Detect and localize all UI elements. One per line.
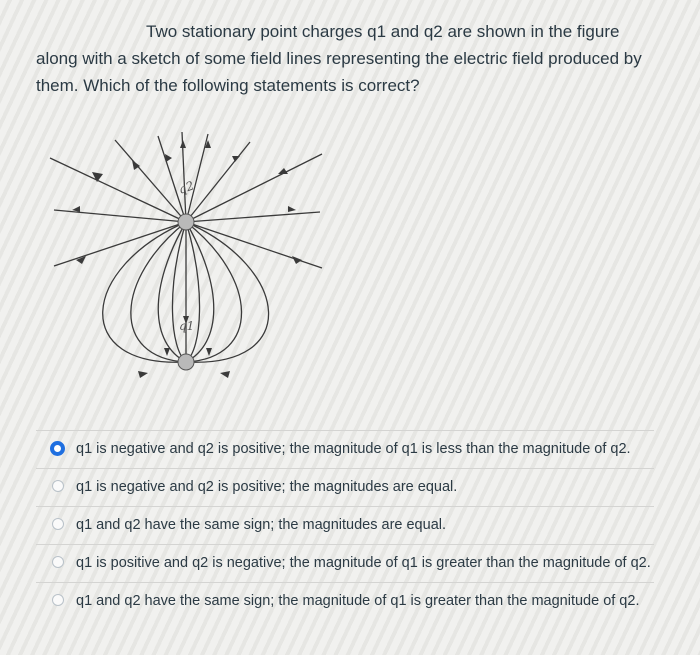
field-lines-diagram (40, 118, 340, 393)
answer-option[interactable] (36, 468, 654, 506)
field-line (186, 222, 242, 362)
field-line (186, 212, 320, 222)
field-line (115, 140, 186, 222)
answer-option[interactable] (36, 506, 654, 544)
answer-label: q1 is positive and q2 is negative; the magnitude of q1 is greater than the magnitude of q2. (76, 555, 651, 571)
field-line (158, 136, 186, 222)
answer-option[interactable] (36, 544, 654, 582)
answer-label: q1 is negative and q2 is positive; the magnitudes are equal. (76, 479, 458, 495)
q2-label: q2 (176, 178, 196, 197)
field-line (54, 210, 186, 222)
field-line (54, 222, 186, 266)
answer-label: q1 and q2 have the same sign; the magnitude of q1 is greater than the magnitude of q2. (76, 593, 640, 609)
q1-label: q1 (179, 319, 195, 333)
answer-option[interactable] (36, 582, 654, 620)
field-line (50, 158, 186, 222)
question-text: Two stationary point charges q1 and q2 are shown in the figure along with a sketch of some field lines representing the electric field produced by them. Which of the following statements is correct? (36, 22, 642, 95)
radio-button[interactable] (52, 556, 64, 568)
field-lines-figure (40, 118, 340, 393)
charge-q1 (178, 354, 194, 370)
answer-list (36, 430, 654, 620)
radio-button[interactable] (52, 480, 64, 492)
field-line (186, 222, 269, 362)
field-line (186, 222, 322, 268)
field-line (131, 222, 186, 362)
radio-button[interactable] (50, 441, 65, 456)
arrowheads (72, 140, 302, 378)
answer-label: q1 and q2 have the same sign; the magnitudes are equal. (76, 517, 447, 533)
field-line (186, 154, 322, 222)
radio-button[interactable] (52, 594, 64, 606)
radio-button[interactable] (52, 518, 64, 530)
field-line (158, 222, 186, 362)
answer-label: q1 is negative and q2 is positive; the magnitude of q1 is less than the magnitude of q2. (76, 441, 631, 457)
answer-option[interactable] (36, 430, 654, 468)
charge-q2 (178, 214, 194, 230)
